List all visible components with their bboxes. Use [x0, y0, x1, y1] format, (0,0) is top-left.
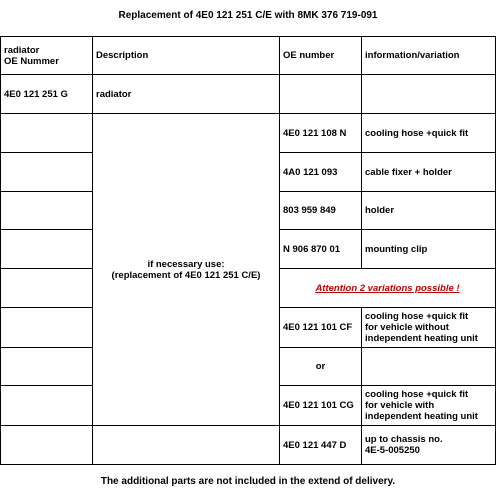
table-row [1, 426, 496, 465]
empty-cell [362, 75, 496, 114]
part-info: mounting clip [362, 230, 496, 269]
page-title: Replacement of 4E0 121 251 C/E with 8MK 376 719-091 [118, 10, 378, 21]
parts-table [0, 36, 496, 465]
radiator-oe-number: 4E0 121 251 G [1, 75, 93, 114]
radiator-description: radiator [93, 75, 280, 114]
empty-cell [1, 153, 93, 192]
table-header-row [1, 37, 496, 75]
empty-cell [1, 348, 93, 386]
part-info: cooling hose +quick fit [362, 114, 496, 153]
part-oe-number: 803 959 849 [280, 192, 362, 230]
empty-cell [1, 308, 93, 348]
part-info: cooling hose +quick fit for vehicle with independent heating unit [362, 386, 496, 426]
part-info: holder [362, 192, 496, 230]
or-separator: or [280, 348, 362, 386]
part-oe-number: 4A0 121 093 [280, 153, 362, 192]
header-information: information/variation [362, 37, 496, 75]
replacement-note: if necessary use: (replacement of 4E0 121 251 C/E) [93, 114, 280, 426]
part-oe-number: 4E0 121 101 CG [280, 386, 362, 426]
part-oe-number: 4E0 121 108 N [280, 114, 362, 153]
empty-cell [1, 426, 93, 465]
table-row [1, 114, 496, 153]
part-oe-number: 4E0 121 447 D [280, 426, 362, 465]
part-info: cable fixer + holder [362, 153, 496, 192]
footer-note: The additional parts are not included in the extend of delivery. [100, 476, 396, 487]
part-oe-number: 4E0 121 101 CF [280, 308, 362, 348]
empty-cell [1, 386, 93, 426]
empty-cell [93, 426, 280, 465]
empty-cell [1, 114, 93, 153]
attention-notice: Attention 2 variations possible ! [280, 269, 496, 308]
header-description: Description [93, 37, 280, 75]
part-info: up to chassis no. 4E-5-005250 [362, 426, 496, 465]
empty-cell [1, 192, 93, 230]
table-row [1, 75, 496, 114]
part-info: cooling hose +quick fit for vehicle without independent heating unit [362, 308, 496, 348]
header-oe-number: OE number [280, 37, 362, 75]
empty-cell [1, 230, 93, 269]
empty-cell [362, 348, 496, 386]
empty-cell [280, 75, 362, 114]
part-oe-number: N 906 870 01 [280, 230, 362, 269]
empty-cell [1, 269, 93, 308]
header-radiator-oe: radiator OE Nummer [1, 37, 93, 75]
